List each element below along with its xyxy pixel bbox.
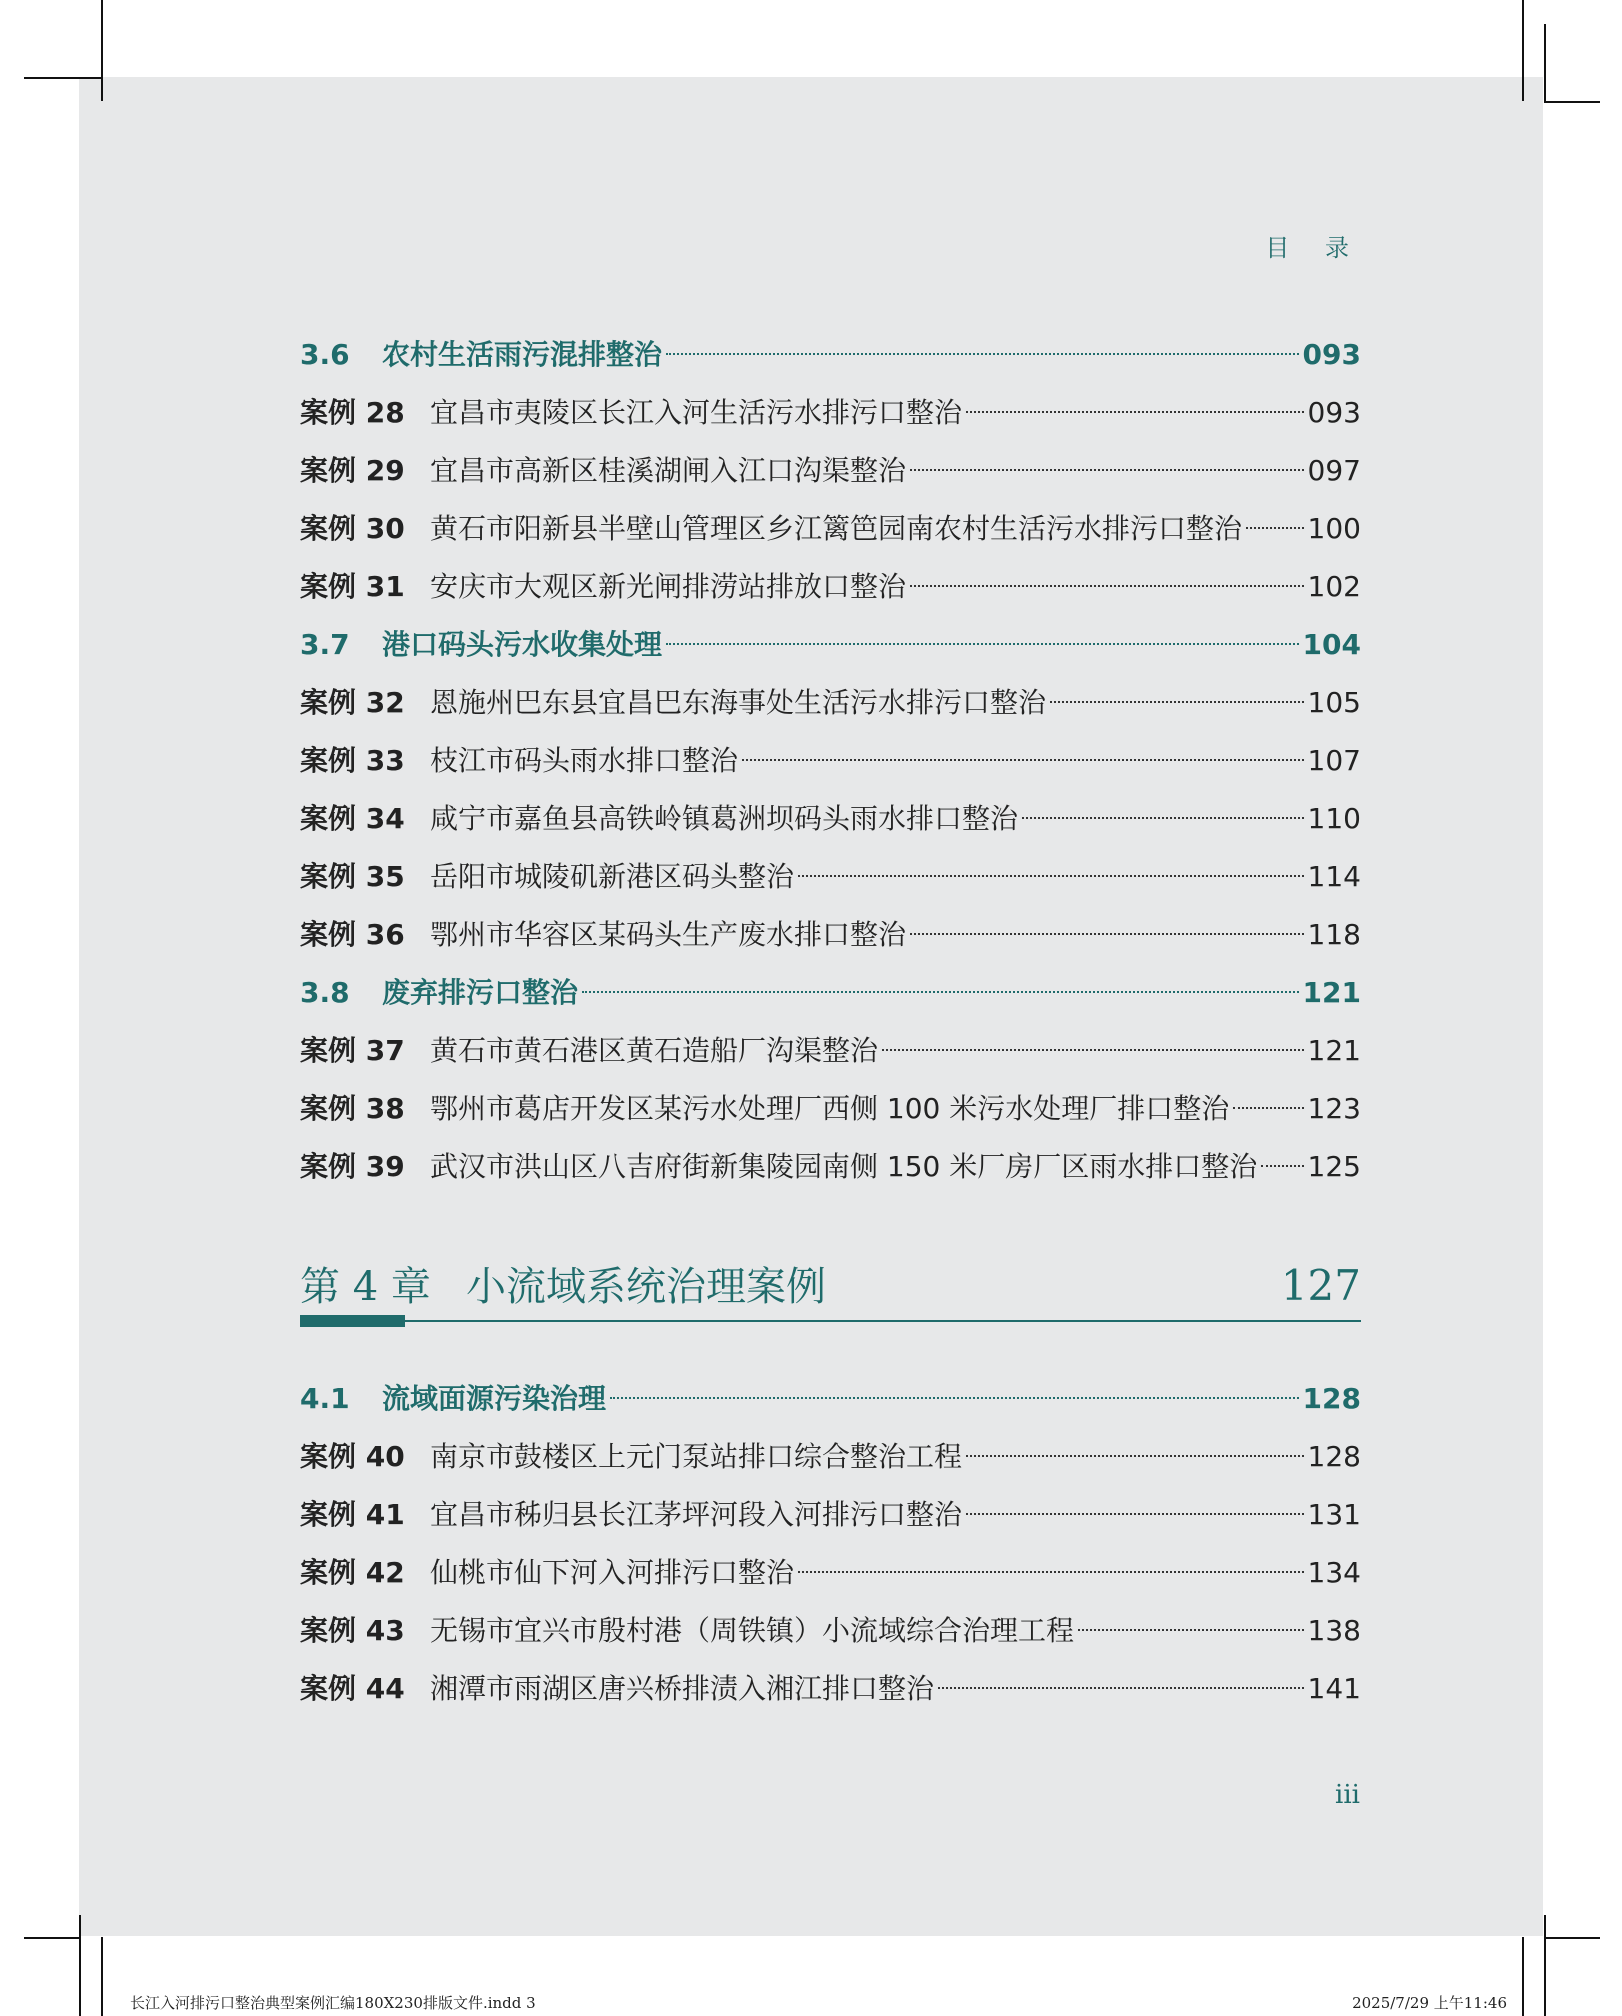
entry-page: 128 bbox=[1307, 1440, 1361, 1473]
entry-page: 121 bbox=[1302, 976, 1361, 1009]
dot-leader bbox=[966, 1513, 1304, 1515]
dot-leader bbox=[666, 643, 1299, 645]
entry-number: 案例 42 bbox=[300, 1556, 405, 1589]
entry-page: 128 bbox=[1302, 1382, 1361, 1415]
crop-mark bbox=[79, 1915, 81, 2016]
entry-page: 134 bbox=[1307, 1556, 1361, 1589]
entry-number: 案例 35 bbox=[300, 860, 405, 893]
entry-title: 安庆市大观区新光闸排涝站排放口整治 bbox=[430, 570, 907, 603]
entry-number: 案例 44 bbox=[300, 1672, 405, 1705]
entry-number: 案例 28 bbox=[300, 396, 405, 429]
entry-title: 宜昌市高新区桂溪湖闸入江口沟渠整治 bbox=[430, 454, 907, 487]
crop-mark bbox=[1544, 24, 1546, 102]
entry-title: 鄂州市华容区某码头生产废水排口整治 bbox=[430, 918, 907, 951]
toc-case-entry bbox=[300, 500, 1361, 558]
entry-title: 南京市鼓楼区上元门泵站排口综合整治工程 bbox=[430, 1440, 963, 1473]
entry-page: 093 bbox=[1307, 396, 1361, 429]
entry-number: 案例 34 bbox=[300, 802, 405, 835]
entry-title: 鄂州市葛店开发区某污水处理厂西侧 100 米污水处理厂排口整治 bbox=[430, 1092, 1230, 1125]
dot-leader bbox=[966, 1455, 1304, 1457]
entry-title: 黄石市黄石港区黄石造船厂沟渠整治 bbox=[430, 1034, 879, 1067]
entry-title: 港口码头污水收集处理 bbox=[382, 628, 663, 661]
crop-mark bbox=[1522, 0, 1524, 101]
entry-number: 案例 29 bbox=[300, 454, 405, 487]
entry-title: 武汉市洪山区八吉府街新集陵园南侧 150 米厂房厂区雨水排口整治 bbox=[430, 1150, 1258, 1183]
entry-page: 100 bbox=[1307, 512, 1361, 545]
toc-case-entry bbox=[300, 906, 1361, 964]
dot-leader bbox=[610, 1397, 1299, 1399]
entry-number: 案例 39 bbox=[300, 1150, 405, 1183]
toc-section-entry bbox=[300, 1370, 1361, 1428]
dot-leader bbox=[1246, 527, 1304, 529]
crop-mark bbox=[101, 1937, 103, 2016]
entry-number: 案例 43 bbox=[300, 1614, 405, 1647]
entry-number: 案例 30 bbox=[300, 512, 405, 545]
entry-title: 农村生活雨污混排整治 bbox=[382, 338, 663, 371]
entry-page: 105 bbox=[1307, 686, 1361, 719]
dot-leader bbox=[798, 875, 1304, 877]
entry-title: 宜昌市夷陵区长江入河生活污水排污口整治 bbox=[430, 396, 963, 429]
dot-leader bbox=[938, 1687, 1304, 1689]
entry-page: 123 bbox=[1307, 1092, 1361, 1125]
entry-page: 110 bbox=[1307, 802, 1361, 835]
entry-title: 湘潭市雨湖区唐兴桥排渍入湘江排口整治 bbox=[430, 1672, 935, 1705]
page-number: iii bbox=[1335, 1780, 1360, 1810]
toc-case-entry bbox=[300, 848, 1361, 906]
entry-title: 恩施州巴东县宜昌巴东海事处生活污水排污口整治 bbox=[430, 686, 1047, 719]
entry-title: 废弃排污口整治 bbox=[382, 976, 579, 1009]
dot-leader bbox=[1078, 1629, 1304, 1631]
dot-leader bbox=[882, 1049, 1304, 1051]
toc-section-entry bbox=[300, 964, 1361, 1022]
chapter-page: 127 bbox=[1280, 1261, 1361, 1310]
toc-section-entry bbox=[300, 326, 1361, 384]
dot-leader bbox=[582, 991, 1299, 993]
toc-case-entry bbox=[300, 732, 1361, 790]
crop-mark bbox=[1544, 101, 1600, 103]
toc-case-entry bbox=[300, 442, 1361, 500]
crop-mark bbox=[101, 0, 103, 101]
entry-page: 102 bbox=[1307, 570, 1361, 603]
toc-case-entry bbox=[300, 674, 1361, 732]
entry-title: 咸宁市嘉鱼县高铁岭镇葛洲坝码头雨水排口整治 bbox=[430, 802, 1019, 835]
entry-number: 案例 38 bbox=[300, 1092, 405, 1125]
entry-number: 案例 31 bbox=[300, 570, 405, 603]
toc-list-part1 bbox=[300, 326, 1361, 1196]
dot-leader bbox=[666, 353, 1299, 355]
crop-mark bbox=[24, 77, 102, 79]
chapter-number: 第 4 章 bbox=[300, 1264, 431, 1310]
toc-case-entry bbox=[300, 384, 1361, 442]
crop-mark bbox=[24, 1937, 80, 1939]
toc-case-entry bbox=[300, 1022, 1361, 1080]
dot-leader bbox=[1261, 1165, 1303, 1167]
entry-title: 黄石市阳新县半壁山管理区乡江篱笆园南农村生活污水排污口整治 bbox=[430, 512, 1243, 545]
dot-leader bbox=[1022, 817, 1304, 819]
dot-leader bbox=[1050, 701, 1304, 703]
chapter-title: 小流域系统治理案例 bbox=[466, 1264, 826, 1310]
entry-page: 114 bbox=[1307, 860, 1361, 893]
entry-page: 104 bbox=[1302, 628, 1361, 661]
entry-page: 093 bbox=[1302, 338, 1361, 371]
entry-title: 无锡市宜兴市殷村港（周铁镇）小流域综合治理工程 bbox=[430, 1614, 1075, 1647]
entry-title: 岳阳市城陵矶新港区码头整治 bbox=[430, 860, 795, 893]
entry-number: 案例 33 bbox=[300, 744, 405, 777]
entry-number: 案例 36 bbox=[300, 918, 405, 951]
entry-number: 3.6 bbox=[300, 338, 350, 371]
entry-number: 案例 41 bbox=[300, 1498, 405, 1531]
crop-mark bbox=[1544, 1915, 1546, 2016]
dot-leader bbox=[966, 411, 1304, 413]
dot-leader bbox=[910, 469, 1304, 471]
crop-mark bbox=[1522, 1937, 1524, 2016]
toc-case-entry bbox=[300, 1660, 1361, 1718]
entry-page: 138 bbox=[1307, 1614, 1361, 1647]
toc-section-entry bbox=[300, 616, 1361, 674]
chapter-heading bbox=[300, 1255, 1361, 1327]
dot-leader bbox=[798, 1571, 1304, 1573]
toc-case-entry bbox=[300, 1138, 1361, 1196]
entry-page: 125 bbox=[1307, 1150, 1361, 1183]
entry-number: 案例 32 bbox=[300, 686, 405, 719]
toc-case-entry bbox=[300, 1428, 1361, 1486]
entry-number: 4.1 bbox=[300, 1382, 350, 1415]
entry-title: 仙桃市仙下河入河排污口整治 bbox=[430, 1556, 795, 1589]
dot-leader bbox=[1233, 1107, 1303, 1109]
crop-mark bbox=[1544, 1937, 1600, 1939]
toc-case-entry bbox=[300, 1080, 1361, 1138]
toc-case-entry bbox=[300, 1602, 1361, 1660]
entry-number: 3.7 bbox=[300, 628, 350, 661]
entry-number: 案例 40 bbox=[300, 1440, 405, 1473]
entry-number: 3.8 bbox=[300, 976, 350, 1009]
entry-number: 案例 37 bbox=[300, 1034, 405, 1067]
dot-leader bbox=[742, 759, 1304, 761]
running-header: 目 录 bbox=[1265, 234, 1363, 262]
toc-list-part2 bbox=[300, 1370, 1361, 1718]
entry-page: 097 bbox=[1307, 454, 1361, 487]
toc-case-entry bbox=[300, 1486, 1361, 1544]
entry-title: 枝江市码头雨水排口整治 bbox=[430, 744, 739, 777]
dot-leader bbox=[910, 585, 1304, 587]
slug-datetime: 2025/7/29 上午11:46 bbox=[1352, 1994, 1507, 2012]
toc-case-entry bbox=[300, 1544, 1361, 1602]
slug-filename: 长江入河排污口整治典型案例汇编180X230排版文件.indd 3 bbox=[130, 1994, 536, 2012]
entry-title: 流域面源污染治理 bbox=[382, 1382, 607, 1415]
chapter-rule bbox=[300, 1320, 1361, 1322]
entry-page: 121 bbox=[1307, 1034, 1361, 1067]
entry-page: 107 bbox=[1307, 744, 1361, 777]
toc-case-entry bbox=[300, 790, 1361, 848]
entry-page: 131 bbox=[1307, 1498, 1361, 1531]
dot-leader bbox=[910, 933, 1304, 935]
entry-title: 宜昌市秭归县长江茅坪河段入河排污口整治 bbox=[430, 1498, 963, 1531]
toc-case-entry bbox=[300, 558, 1361, 616]
entry-page: 141 bbox=[1307, 1672, 1361, 1705]
chapter-bar bbox=[300, 1315, 405, 1327]
entry-page: 118 bbox=[1307, 918, 1361, 951]
